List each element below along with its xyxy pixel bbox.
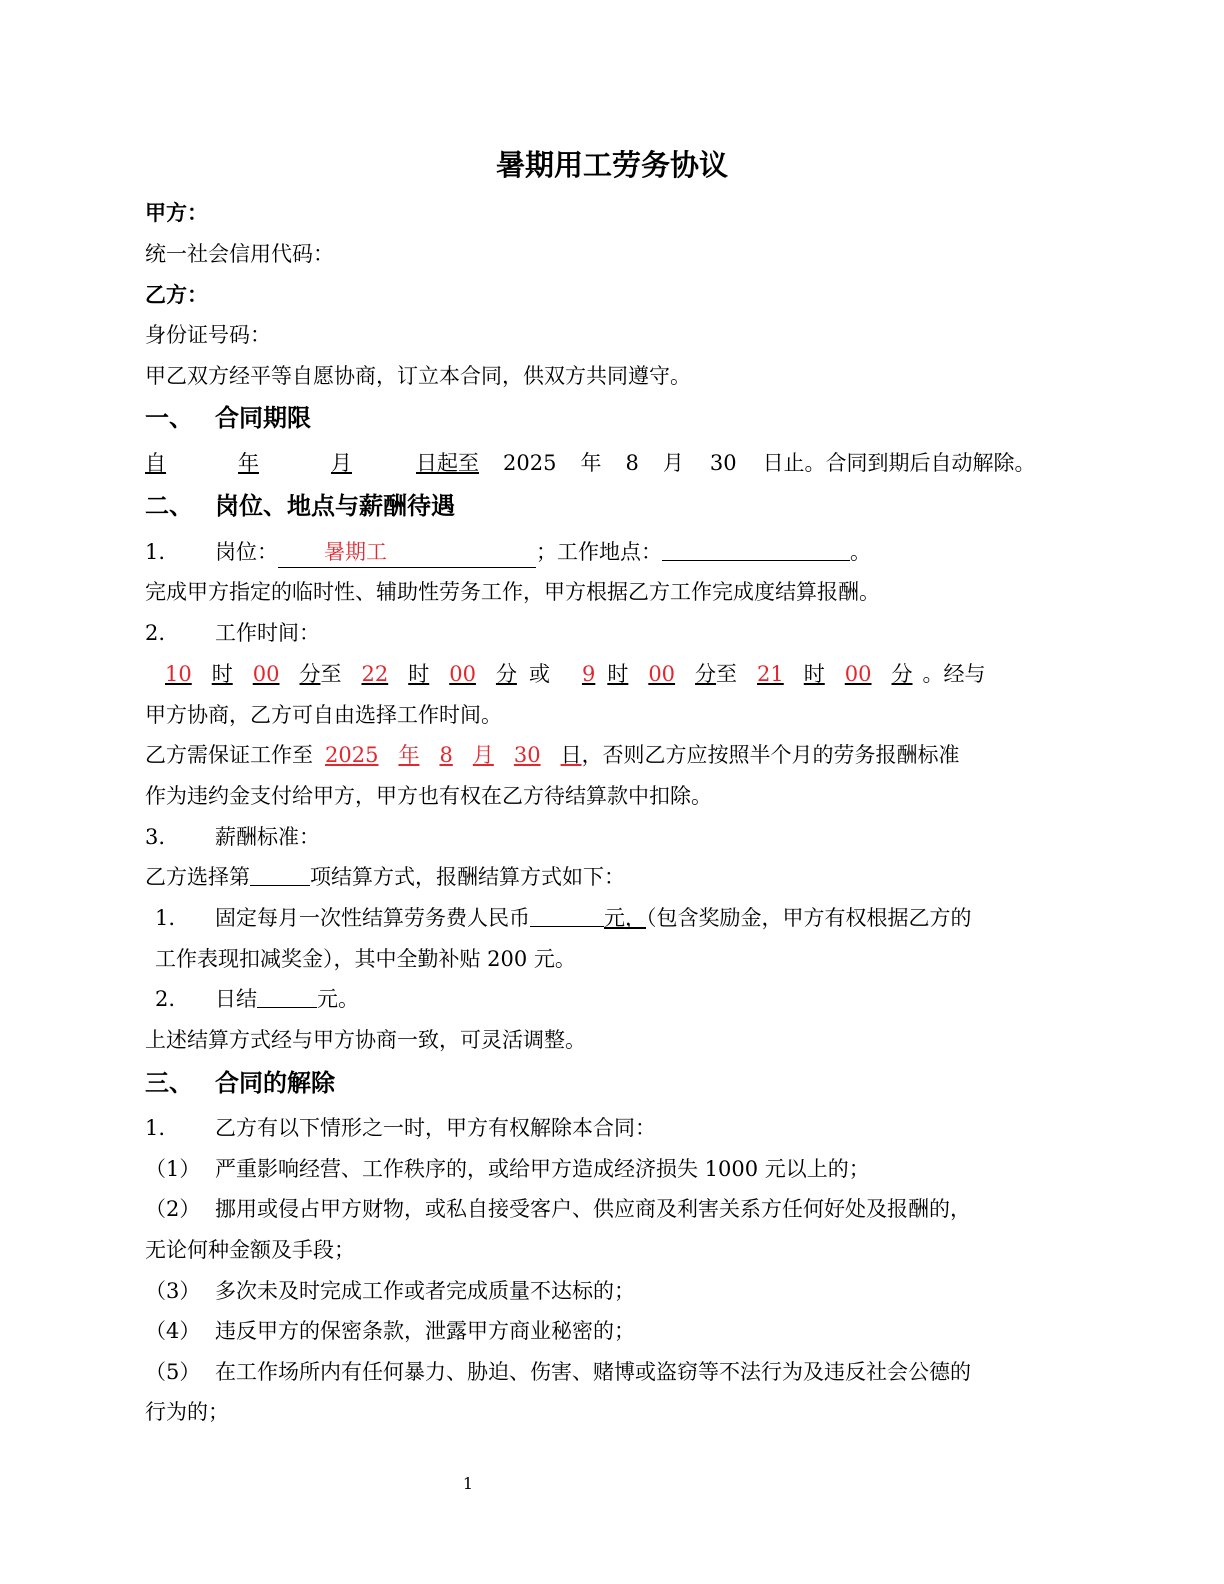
term-month-unit: 月 <box>331 451 352 475</box>
section-1-heading <box>145 403 1085 433</box>
item-1-number: 1. <box>145 540 166 564</box>
minute-unit: 分 <box>891 662 913 686</box>
term-tail: 日止。合同到期后自动解除。 <box>762 451 1036 475</box>
guarantee-prefix: 乙方需保证工作至 <box>145 743 313 767</box>
settlement-choice-line <box>145 862 1085 892</box>
time-1-hour: 10 <box>165 662 192 686</box>
clause-5 <box>145 1357 1085 1387</box>
guarantee-suffix: ，否则乙方应按照半个月的劳务报酬标准 <box>581 743 960 767</box>
party-a-label: 甲方： <box>145 201 208 225</box>
time-2-minute: 00 <box>449 662 476 686</box>
position-line <box>145 537 1085 568</box>
hour-unit: 时 <box>607 662 629 686</box>
flexible-note: 上述结算方式经与甲方协商一致，可灵活调整。 <box>145 1028 586 1052</box>
guarantee-day-unit: 日 <box>560 743 582 767</box>
document-title: 暑期用工劳务协议 <box>495 148 728 182</box>
choice-suffix: 项结算方式，报酬结算方式如下： <box>310 865 625 889</box>
clause-1-number: （1） <box>145 1157 201 1181</box>
work-time-label: 工作时间： <box>215 621 320 645</box>
time-range-4 <box>737 662 912 686</box>
option-2-amount-blank <box>257 985 317 1008</box>
clause-3 <box>145 1276 1085 1306</box>
clause-1-text: 严重影响经营、工作秩序的，或给甲方造成经济损失 1000 元以上的； <box>215 1157 870 1181</box>
credit-code-label: 统一社会信用代码： <box>145 242 334 266</box>
term-end-year-unit: 年 <box>580 451 602 475</box>
minute-unit: 分 <box>695 662 717 686</box>
termination-intro <box>145 1113 1085 1143</box>
option-2-number: 2. <box>155 987 176 1011</box>
minute-unit: 分 <box>495 662 517 686</box>
duty-description: 完成甲方指定的临时性、辅助性劳务工作，甲方根据乙方工作完成度结算报酬。 <box>145 580 880 604</box>
guarantee-line-2: 作为违约金支付给甲方，甲方也有权在乙方待结算款中扣除。 <box>145 784 712 808</box>
option-1-unit: 元， <box>604 906 646 930</box>
clause-4-number: （4） <box>145 1319 201 1343</box>
guarantee-year: 2025 <box>325 743 379 767</box>
term-end-month-unit: 月 <box>662 451 684 475</box>
to-text: 至 <box>320 662 342 686</box>
choice-prefix: 乙方选择第 <box>145 865 250 889</box>
clause-5-text: 在工作场所内有任何暴力、胁迫、伤害、赌博或盗窃等不法行为及违反社会公德的 <box>215 1360 971 1384</box>
term-end-month: 8 <box>625 451 639 475</box>
clause-5-number: （5） <box>145 1360 201 1384</box>
term-start-underlined <box>145 451 479 475</box>
section-2-number: 二、 <box>145 492 193 520</box>
hour-unit: 时 <box>408 662 430 686</box>
time-3-minute: 00 <box>648 662 676 686</box>
section-3-number: 三、 <box>145 1069 193 1097</box>
salary-label-line <box>145 822 1085 852</box>
clause-1 <box>145 1154 1085 1184</box>
section-1-number: 一、 <box>145 404 193 432</box>
position-field <box>278 537 536 568</box>
guarantee-date <box>313 743 582 767</box>
time-range-1 <box>145 662 320 686</box>
option-1-text: 固定每月一次性结算劳务费人民币 <box>215 906 530 930</box>
section-2-heading <box>145 491 1085 521</box>
clause-2-line-2: 无论何种金额及手段； <box>145 1238 355 1262</box>
termination-item-text: 乙方有以下情形之一时，甲方有权解除本合同： <box>215 1116 656 1140</box>
work-time-label-line <box>145 618 1085 648</box>
section-3-heading <box>145 1068 1085 1098</box>
time-1-minute: 00 <box>252 662 280 686</box>
hour-unit: 时 <box>803 662 825 686</box>
work-time-line <box>145 659 1085 689</box>
time-note: 甲方协商，乙方可自由选择工作时间。 <box>145 703 502 727</box>
clause-2-number: （2） <box>145 1197 201 1221</box>
time-range-2 <box>341 662 516 686</box>
option-1-suffix: （包含奖励金，甲方有权根据乙方的 <box>646 906 972 930</box>
termination-item-number: 1. <box>145 1116 166 1140</box>
term-end-day: 30 <box>709 451 737 475</box>
time-4-minute: 00 <box>844 662 872 686</box>
time-range-3 <box>562 662 716 686</box>
item-2-number: 2. <box>145 621 166 645</box>
clause-5-line-2: 行为的； <box>145 1400 229 1424</box>
id-number-label: 身份证号码： <box>145 323 271 347</box>
clause-3-number: （3） <box>145 1279 201 1303</box>
location-blank <box>662 538 850 561</box>
or-text: 或 <box>528 662 550 686</box>
salary-label: 薪酬标准： <box>215 825 320 849</box>
time-tail: 。经与 <box>922 662 986 686</box>
guarantee-month-unit: 月 <box>472 743 494 767</box>
clause-2-text: 挪用或侵占甲方财物，或私自接受客户、供应商及利害关系方任何好处及报酬的， <box>215 1197 971 1221</box>
guarantee-line <box>145 740 1085 770</box>
time-4-hour: 21 <box>757 662 784 686</box>
location-end: 。 <box>850 540 871 564</box>
section-2-title: 岗位、地点与薪酬待遇 <box>215 492 455 520</box>
term-end-year: 2025 <box>503 451 557 475</box>
contract-term-line <box>145 448 1085 478</box>
to-text: 至 <box>716 662 738 686</box>
section-3-title: 合同的解除 <box>215 1069 335 1097</box>
term-year-unit: 年 <box>238 451 259 475</box>
hour-unit: 时 <box>211 662 233 686</box>
choice-blank <box>250 863 310 886</box>
term-from: 自 <box>145 451 166 475</box>
clause-4 <box>145 1316 1085 1346</box>
time-3-hour: 9 <box>581 662 596 686</box>
option-1-line-2: 工作表现扣减奖金），其中全勤补贴 200 元。 <box>155 947 576 971</box>
item-3-number: 3. <box>145 825 166 849</box>
option-1-line <box>155 903 1095 933</box>
option-1-amount-blank <box>530 904 604 927</box>
guarantee-year-unit: 年 <box>398 743 420 767</box>
clause-2 <box>145 1194 1085 1224</box>
option-1-number: 1. <box>155 906 176 930</box>
clause-3-text: 多次未及时完成工作或者完成质量不达标的； <box>215 1279 635 1303</box>
option-2-text: 日结 <box>215 987 257 1011</box>
clause-4-text: 违反甲方的保密条款，泄露甲方商业秘密的； <box>215 1319 635 1343</box>
location-label: ；工作地点： <box>536 540 662 564</box>
guarantee-day: 30 <box>513 743 541 767</box>
term-day-from: 日起至 <box>416 451 479 475</box>
position-label: 岗位： <box>215 540 278 564</box>
intro-paragraph: 甲乙双方经平等自愿协商，订立本合同，供双方共同遵守。 <box>145 364 691 388</box>
section-1-title: 合同期限 <box>215 404 311 432</box>
option-2-line <box>155 984 1095 1014</box>
position-value: 暑期工 <box>324 540 387 564</box>
option-2-unit: 元。 <box>317 987 359 1011</box>
time-2-hour: 22 <box>361 662 389 686</box>
minute-unit: 分 <box>299 662 321 686</box>
party-b-label: 乙方： <box>145 283 208 307</box>
page-number: 1 <box>462 1474 474 1493</box>
guarantee-month: 8 <box>439 743 453 767</box>
